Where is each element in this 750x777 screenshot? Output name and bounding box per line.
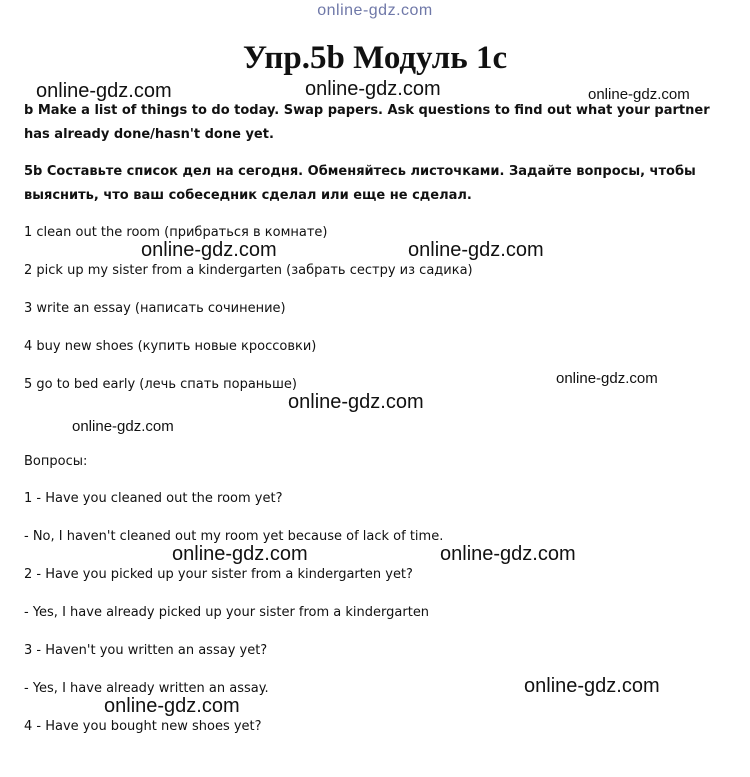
todo-item-2: 2 pick up my sister from a kindergarten (забрать сестру из садика) bbox=[24, 263, 473, 278]
watermark: online-gdz.com bbox=[288, 391, 424, 413]
task-english: b Make a list of things to do today. Swap papers. Ask questions to find out what your partner has already done/hasn't done yet. bbox=[24, 103, 710, 142]
watermark: online-gdz.com bbox=[141, 239, 277, 261]
watermark: online-gdz.com bbox=[172, 543, 308, 565]
top-watermark: online-gdz.com bbox=[317, 2, 433, 19]
task-russian: 5b Составьте список дел на сегодня. Обменяйтесь листочками. Задайте вопросы, чтобы выяснить, что ваш собеседник сделал или еще не сделал. bbox=[24, 164, 696, 203]
todo-item-3: 3 write an essay (написать сочинение) bbox=[24, 301, 286, 316]
dialogue-line-1: 1 - Have you cleaned out the room yet? bbox=[24, 491, 283, 506]
watermark: online-gdz.com bbox=[440, 543, 576, 565]
watermark: online-gdz.com bbox=[408, 239, 544, 261]
dialogue-line-3: 2 - Have you picked up your sister from a kindergarten yet? bbox=[24, 567, 413, 582]
todo-item-4: 4 buy new shoes (купить новые кроссовки) bbox=[24, 339, 317, 354]
dialogue-line-2: - No, I haven't cleaned out my room yet because of lack of time. bbox=[24, 529, 444, 544]
watermark: online-gdz.com bbox=[556, 370, 658, 387]
watermark: online-gdz.com bbox=[305, 78, 441, 100]
watermark: online-gdz.com bbox=[588, 86, 690, 103]
dialogue-line-4: - Yes, I have already picked up your sister from a kindergarten bbox=[24, 605, 430, 620]
questions-heading: Вопросы: bbox=[24, 454, 88, 469]
todo-item-1: 1 clean out the room (прибраться в комнате) bbox=[24, 225, 328, 240]
page-title: Упр.5b Модуль 1с bbox=[242, 40, 508, 76]
dialogue-line-7: 4 - Have you bought new shoes yet? bbox=[24, 719, 262, 734]
watermark: online-gdz.com bbox=[524, 675, 660, 697]
watermark: online-gdz.com bbox=[104, 695, 240, 717]
dialogue-line-6: - Yes, I have already written an assay. bbox=[24, 681, 269, 696]
watermark: online-gdz.com bbox=[36, 80, 172, 102]
todo-item-5: 5 go to bed early (лечь спать пораньше) bbox=[24, 377, 297, 392]
watermark: online-gdz.com bbox=[72, 418, 174, 435]
dialogue-line-5: 3 - Haven't you written an assay yet? bbox=[24, 643, 268, 658]
